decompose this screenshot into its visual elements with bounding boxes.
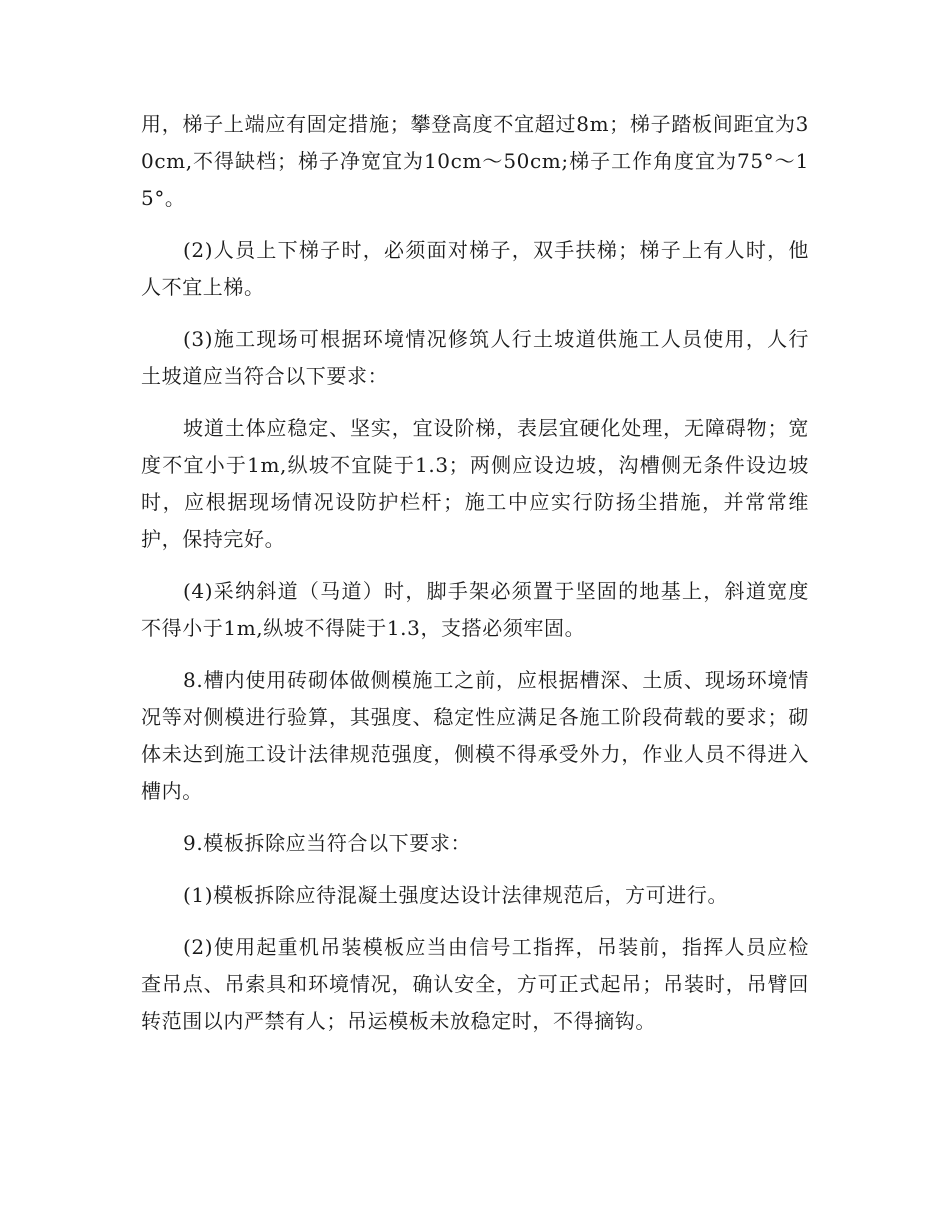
paragraph-item-1-removal-timing: (1)模板拆除应待混凝土强度达设计法律规范后，方可进行。	[183, 883, 729, 907]
paragraph-item-2-ladder-use: (2)人员上下梯子时，必须面对梯子，双手扶梯；梯子上有人时，他人不宜上梯。	[141, 238, 809, 299]
paragraph-item-3-earth-ramp: (3)施工现场可根据环境情况修筑人行土坡道供施工人员使用，人行土坡道应当符合以下要求：	[141, 327, 809, 388]
paragraph-section-9-formwork-removal: 9.模板拆除应当符合以下要求：	[183, 831, 472, 855]
paragraph-section-8-brick-formwork: 8.槽内使用砖砌体做侧模施工之前，应根据槽深、土质、现场环境情况等对侧模进行验算，其强度、稳定性应满足各施工阶段荷载的要求；砌体未达到施工设计法律规范强度，侧模不得承受外力，作业人员不得进入槽内。	[141, 668, 809, 803]
paragraph-item-4-inclined-way: (4)采纳斜道（马道）时，脚手架必须置于坚固的地基上，斜道宽度不得小于1m,纵坡不得陡于1.3，支搭必须牢固。	[141, 579, 809, 640]
paragraph-ramp-requirements: 坡道土体应稳定、坚实，宜设阶梯，表层宜硬化处理，无障碍物；宽度不宜小于1m,纵坡不宜陡于1.3；两侧应设边坡，沟槽侧无条件设边坡时，应根据现场情况设防护栏杆；施工中应实行防扬尘措施，并常常维护，保持完好。	[141, 416, 809, 551]
document-body	[141, 106, 809, 1055]
paragraph-item-2-crane-lifting: (2)使用起重机吊装模板应当由信号工指挥，吊装前，指挥人员应检查吊点、吊索具和环境情况，确认安全，方可正式起吊；吊装时，吊臂回转范围以内严禁有人；吊运模板未放稳定时，不得摘钩。	[141, 935, 809, 1033]
paragraph-ladder-requirements-continued: 用，梯子上端应有固定措施；攀登高度不宜超过8m；梯子踏板间距宜为30cm,不得缺档；梯子净宽宜为10cm～50cm;梯子工作角度宜为75°～15°。	[141, 112, 809, 210]
